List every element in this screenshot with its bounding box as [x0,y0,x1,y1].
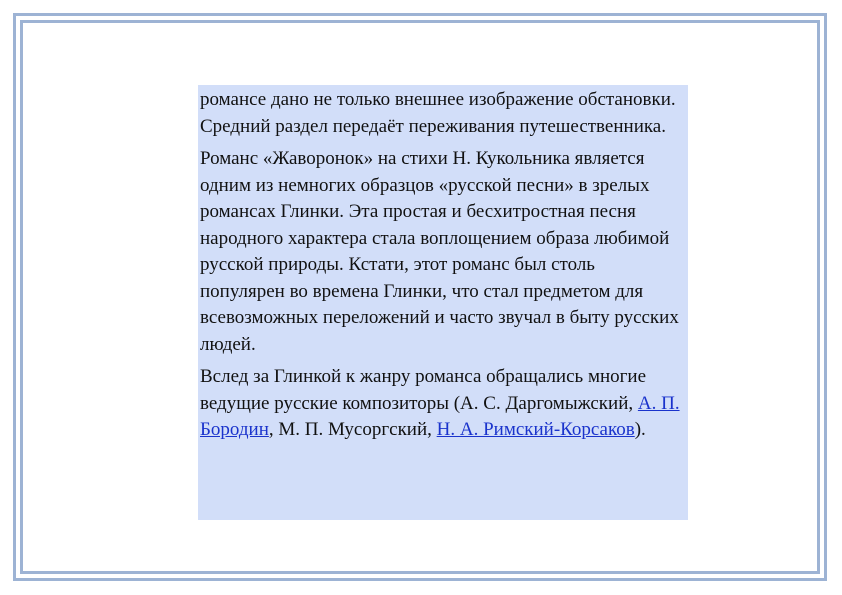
paragraph-3-text-3: ). [634,419,646,440]
paragraph-3-text-1: Вслед за Глинкой к жанру романса обращались многие ведущие русские композиторы (А. С. Даргомыжский, [200,366,647,414]
paragraph-1: романсе дано не только внешнее изображение обстановки. Средний раздел передаёт переживания путешественника. [200,89,676,137]
paragraph-2: Романс «Жаворонок» на стихи Н. Кукольника является одним из немногих образцов «русской песни» в зрелых романсах Глинки. Эта простая и бесхитростная песня народного характера стала воплощением образа любимой русской природы. Кстати, этот романс был столь популярен во времена Глинки, что стал предметом для всевозможных переложений и часто звучал в быту русских людей. [200,148,679,355]
link-borodin[interactable]: А. П. Бородин [200,392,680,440]
text-box [198,85,688,520]
paragraph-3 [200,364,682,444]
link-rimsky-korsakov[interactable]: Н. А. Римский-Корсаков [436,419,635,440]
paragraph-3-text-2: , М. П. Мусоргский, [268,419,437,440]
